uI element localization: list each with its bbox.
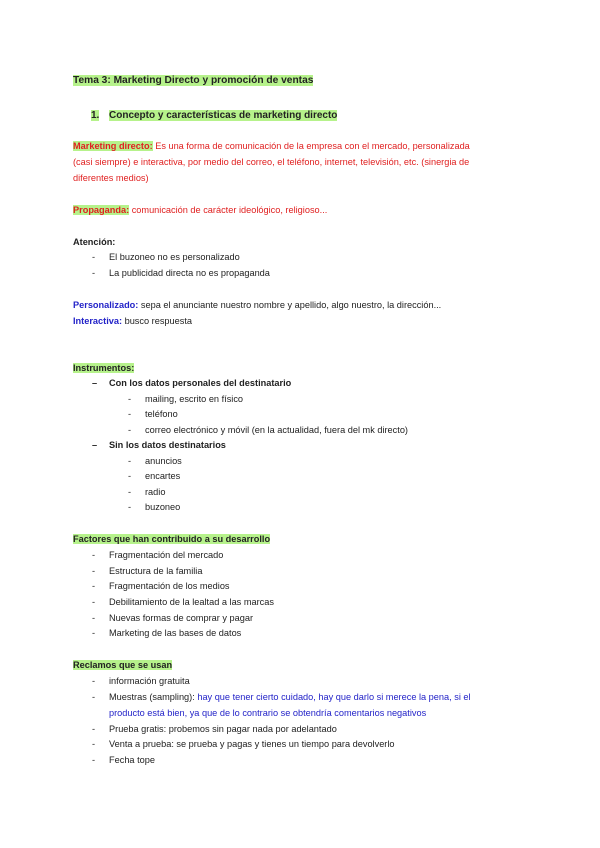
list-item: Nuevas formas de comprar y pagar [109, 613, 253, 623]
list-item: El buzoneo no es personalizado [109, 252, 240, 262]
list-item: correo electrónico y móvil (en la actualidad, fuera del mk directo) [145, 425, 408, 435]
propaganda-line: Propaganda: comunicación de carácter ideológico, religioso... [73, 205, 328, 215]
definition-line-1: Marketing directo: Es una forma de comunicación de la empresa con el mercado, personalizada [73, 141, 470, 151]
list-item: Estructura de la familia [109, 566, 203, 576]
definition-term: Marketing directo: [73, 141, 153, 151]
instrumentos-group-2: Sin los datos destinatarios [109, 440, 226, 450]
list-dash: - [128, 502, 132, 512]
list-item: anuncios [145, 456, 182, 466]
instrumentos-group-1: Con los datos personales del destinatario [109, 378, 292, 388]
instrumentos-label: Instrumentos: [73, 363, 135, 373]
list-dash: – [92, 378, 98, 388]
definition-line-2: (casi siempre) e interactiva, por medio del correo, el teléfono, internet, televisión, etc. (sinergia de [73, 157, 470, 167]
list-dash: - [92, 550, 96, 560]
list-item: Debilitamiento de la lealtad a las marcas [109, 597, 274, 607]
list-dash: - [92, 597, 96, 607]
list-dash: - [92, 739, 96, 749]
interactiva-term: Interactiva: [73, 316, 123, 326]
list-item: Muestras (sampling): hay que tener cierto cuidado, hay que darlo si merece la pena, si el [109, 692, 471, 702]
list-item: información gratuita [109, 676, 190, 686]
list-item: Fragmentación del mercado [109, 550, 224, 560]
definition-line-3: diferentes medios) [73, 173, 149, 183]
list-dash: - [92, 628, 96, 638]
list-item: radio [145, 487, 166, 497]
factores-label: Factores que han contribuido a su desarrollo [73, 534, 271, 544]
list-item: Prueba gratis: probemos sin pagar nada por adelantado [109, 724, 337, 734]
list-dash: - [92, 755, 96, 765]
section-heading: Concepto y características de marketing directo [109, 110, 338, 121]
personalizado-term: Personalizado: [73, 300, 139, 310]
list-item-continuation: producto está bien, ya que de lo contrario se obtendría comentarios negativos [109, 708, 427, 718]
list-dash: - [92, 613, 96, 623]
list-item: Fecha tope [109, 755, 155, 765]
document-title: Tema 3: Marketing Directo y promoción de ventas [73, 75, 314, 86]
reclamos-label: Reclamos que se usan [73, 660, 173, 670]
list-dash: - [128, 409, 132, 419]
list-dash: - [92, 581, 96, 591]
list-dash: - [128, 425, 132, 435]
list-dash: - [92, 268, 96, 278]
list-item: encartes [145, 471, 181, 481]
list-item: Venta a prueba: se prueba y pagas y tienes un tiempo para devolverlo [109, 739, 395, 749]
list-item: Marketing de las bases de datos [109, 628, 242, 638]
atencion-label: Atención: [73, 237, 116, 247]
list-item: teléfono [145, 409, 178, 419]
list-dash: - [128, 487, 132, 497]
list-dash: - [128, 456, 132, 466]
list-dash: - [128, 471, 132, 481]
list-dash: – [92, 440, 98, 450]
list-dash: - [92, 566, 96, 576]
list-item: mailing, escrito en físico [145, 394, 244, 404]
list-item: La publicidad directa no es propaganda [109, 268, 270, 278]
interactiva-line: Interactiva: busco respuesta [73, 316, 193, 326]
list-dash: - [92, 252, 96, 262]
list-item: buzoneo [145, 502, 181, 512]
list-dash: - [128, 394, 132, 404]
list-item: Fragmentación de los medios [109, 581, 230, 591]
list-dash: - [92, 692, 96, 702]
list-dash: - [92, 724, 96, 734]
personalizado-line: Personalizado: sepa el anunciante nuestro nombre y apellido, algo nuestro, la dirección... [73, 300, 442, 310]
section-number: 1. [91, 110, 100, 121]
list-dash: - [92, 676, 96, 686]
propaganda-term: Propaganda: [73, 205, 130, 215]
